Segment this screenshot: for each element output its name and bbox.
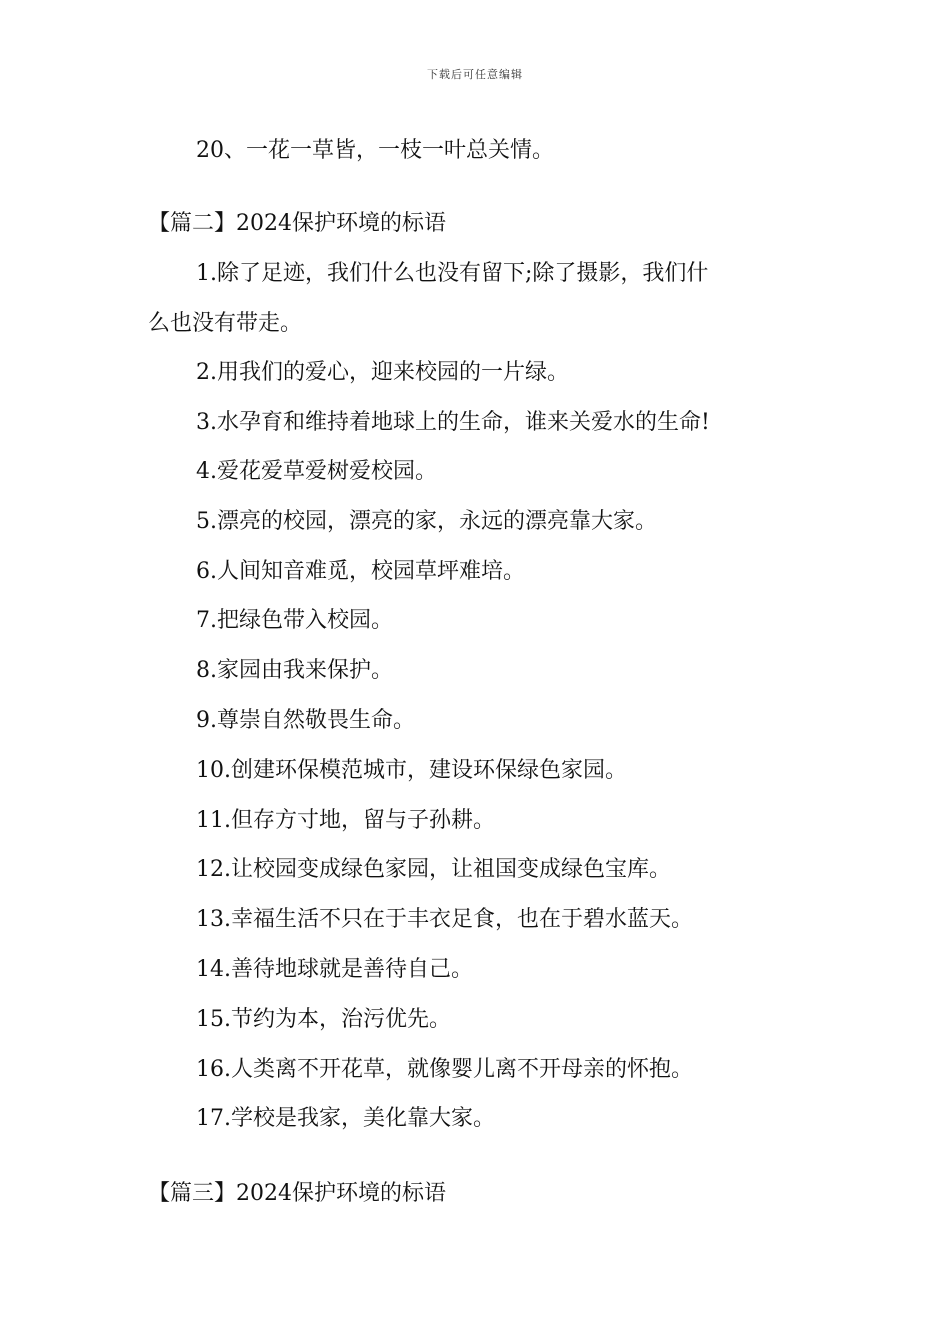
slogan-item-11: 11.但存方寸地，留与子孙耕。 — [196, 808, 495, 833]
slogan-item-9: 9.尊崇自然敬畏生命。 — [196, 708, 415, 733]
slogan-item-17: 17.学校是我家，美化靠大家。 — [196, 1106, 495, 1131]
page-header-note: 下载后可任意编辑 — [427, 68, 523, 81]
slogan-item-5: 5.漂亮的校园，漂亮的家，永远的漂亮靠大家。 — [196, 509, 657, 534]
slogan-item-7: 7.把绿色带入校园。 — [196, 608, 393, 633]
slogan-item-13: 13.幸福生活不只在于丰衣足食，也在于碧水蓝天。 — [196, 907, 693, 932]
slogan-item-4: 4.爱花爱草爱树爱校园。 — [196, 459, 437, 484]
slogan-item-20: 20、一花一草皆，一枝一叶总关情。 — [196, 138, 554, 163]
section-heading-2: 【篇二】2024保护环境的标语 — [148, 211, 446, 236]
slogan-item-8: 8.家园由我来保护。 — [196, 658, 393, 683]
slogan-item-16: 16.人类离不开花草，就像婴儿离不开母亲的怀抱。 — [196, 1057, 693, 1082]
slogan-item-2: 2.用我们的爱心，迎来校园的一片绿。 — [196, 360, 569, 385]
section-heading-3: 【篇三】2024保护环境的标语 — [148, 1181, 446, 1206]
slogan-item-12: 12.让校园变成绿色家园，让祖国变成绿色宝库。 — [196, 857, 671, 882]
slogan-item-6: 6.人间知音难觅，校园草坪难培。 — [196, 559, 525, 584]
slogan-item-15: 15.节约为本，治污优先。 — [196, 1007, 451, 1032]
slogan-item-14: 14.善待地球就是善待自己。 — [196, 957, 473, 982]
slogan-item-10: 10.创建环保模范城市，建设环保绿色家园。 — [196, 758, 627, 783]
slogan-item-1-line-2: 么也没有带走。 — [148, 311, 303, 336]
slogan-item-1-line-1: 1.除了足迹，我们什么也没有留下;除了摄影，我们什 — [196, 261, 709, 286]
slogan-item-3: 3.水孕育和维持着地球上的生命，谁来关爱水的生命! — [196, 410, 710, 435]
